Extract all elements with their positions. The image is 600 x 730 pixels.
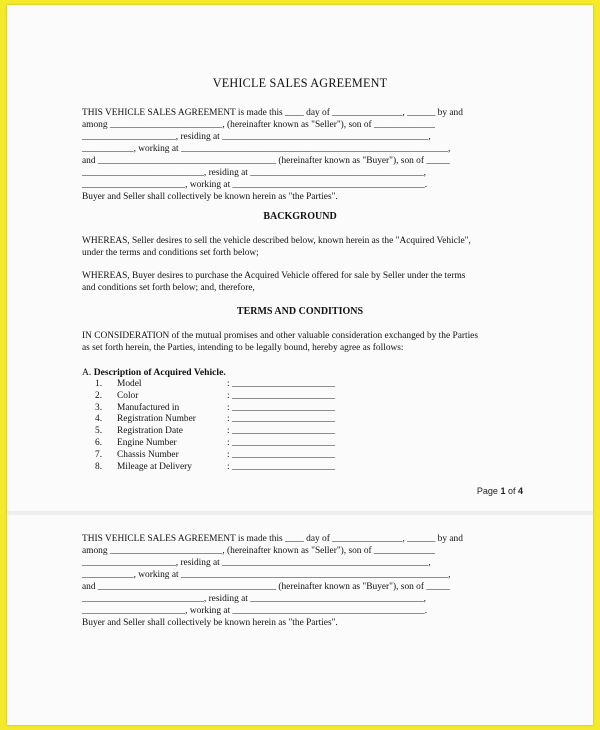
intro-line: THIS VEHICLE SALES AGREEMENT is made this ____ day of _______________, ______ by and: [82, 534, 463, 544]
field-blank[interactable]: : ______________________: [227, 414, 336, 425]
field-blank[interactable]: : ______________________: [227, 390, 336, 401]
field-number: 7.: [95, 449, 103, 460]
field-label: Manufactured in: [117, 402, 180, 413]
field-number: 3.: [95, 402, 103, 413]
field-number: 4.: [95, 414, 103, 425]
vehicle-field-row: [95, 391, 335, 403]
vehicle-field-list: [95, 379, 335, 473]
field-blank[interactable]: : ______________________: [227, 426, 336, 437]
background-line: WHEREAS, Buyer desires to purchase the Acquired Vehicle offered for sale by Seller under the terms: [82, 271, 466, 281]
vehicle-field-row: [95, 414, 335, 426]
field-label: Chassis Number: [117, 449, 179, 460]
intro-line: __________________________, residing at _____________________________________,: [82, 168, 427, 178]
background-heading: BACKGROUND: [263, 211, 337, 222]
page-of: of: [505, 486, 518, 496]
vehicle-field-row: [95, 438, 335, 450]
field-blank[interactable]: : ______________________: [227, 402, 336, 413]
background-line: under the terms and conditions set forth below;: [82, 248, 259, 258]
terms-line: IN CONSIDERATION of the mutual promises and other valuable consideration exchanged by the Parties: [82, 331, 478, 341]
page-current: 1: [500, 486, 506, 496]
field-number: 8.: [95, 461, 103, 472]
field-blank[interactable]: : ______________________: [227, 461, 336, 472]
field-label: Mileage at Delivery: [117, 461, 192, 472]
intro-line: THIS VEHICLE SALES AGREEMENT is made this ____ day of _______________, ______ by and: [82, 108, 463, 118]
intro-line: ____________________, residing at ____________________________________________,: [82, 558, 431, 568]
intro-line: Buyer and Seller shall collectively be known herein as "the Parties".: [82, 618, 338, 628]
section-a-heading: [82, 367, 226, 378]
field-number: 6.: [95, 437, 103, 448]
field-label: Model: [117, 379, 142, 389]
intro-line: __________________________, residing at _____________________________________,: [82, 594, 427, 604]
page-2: [7, 515, 593, 725]
intro-line: ______________________, working at _________________________________________.: [82, 180, 428, 190]
section-a-title: Description of Acquired Vehicle.: [93, 367, 226, 378]
section-a-prefix: A.: [82, 367, 94, 378]
document-sheet: [7, 5, 593, 725]
field-number: 2.: [95, 390, 103, 401]
page-1: [7, 5, 593, 512]
background-line: and conditions set forth below; and, therefore,: [82, 283, 255, 293]
intro-line: and ______________________________________ (hereinafter known as "Buyer"), son of _____: [82, 156, 450, 166]
field-number: 1.: [95, 379, 103, 389]
document-title: VEHICLE SALES AGREEMENT: [212, 76, 388, 90]
page-label: Page: [476, 486, 501, 496]
field-label: Color: [117, 390, 139, 401]
field-blank[interactable]: : ______________________: [227, 379, 336, 389]
vehicle-field-row: [95, 450, 335, 462]
intro-line: ____________________, residing at ____________________________________________,: [82, 132, 431, 142]
intro-line: ______________________, working at _________________________________________.: [82, 606, 428, 616]
intro-line: among ________________________, (hereinafter known as "Seller"), son of _____________: [82, 546, 435, 556]
field-number: 5.: [95, 426, 103, 437]
field-label: Registration Date: [117, 426, 183, 437]
page-total: 4: [517, 486, 523, 496]
field-label: Engine Number: [117, 437, 177, 448]
field-blank[interactable]: : ______________________: [227, 449, 336, 460]
intro-line: and ______________________________________ (hereinafter known as "Buyer"), son of _____: [82, 582, 450, 592]
background-line: WHEREAS, Seller desires to sell the vehicle described below, known herein as the "Acquired Vehicle",: [82, 236, 471, 246]
terms-heading: TERMS AND CONDITIONS: [236, 306, 364, 317]
intro-line: among ________________________, (hereinafter known as "Seller"), son of _____________: [82, 120, 435, 130]
vehicle-field-row: [95, 462, 335, 474]
vehicle-field-row: [95, 403, 335, 415]
vehicle-field-row: [95, 426, 335, 438]
field-blank[interactable]: : ______________________: [227, 437, 336, 448]
intro-line: ___________, working at _________________________________________________________,: [82, 144, 451, 154]
intro-line: Buyer and Seller shall collectively be known herein as "the Parties".: [82, 192, 338, 202]
vehicle-field-row: [95, 379, 335, 391]
page-indicator: [477, 486, 523, 496]
field-label: Registration Number: [117, 414, 196, 425]
terms-line: as set forth herein, the Parties, intending to be legally bound, hereby agree as follows:: [82, 343, 404, 353]
intro-line: ___________, working at _________________________________________________________,: [82, 570, 451, 580]
